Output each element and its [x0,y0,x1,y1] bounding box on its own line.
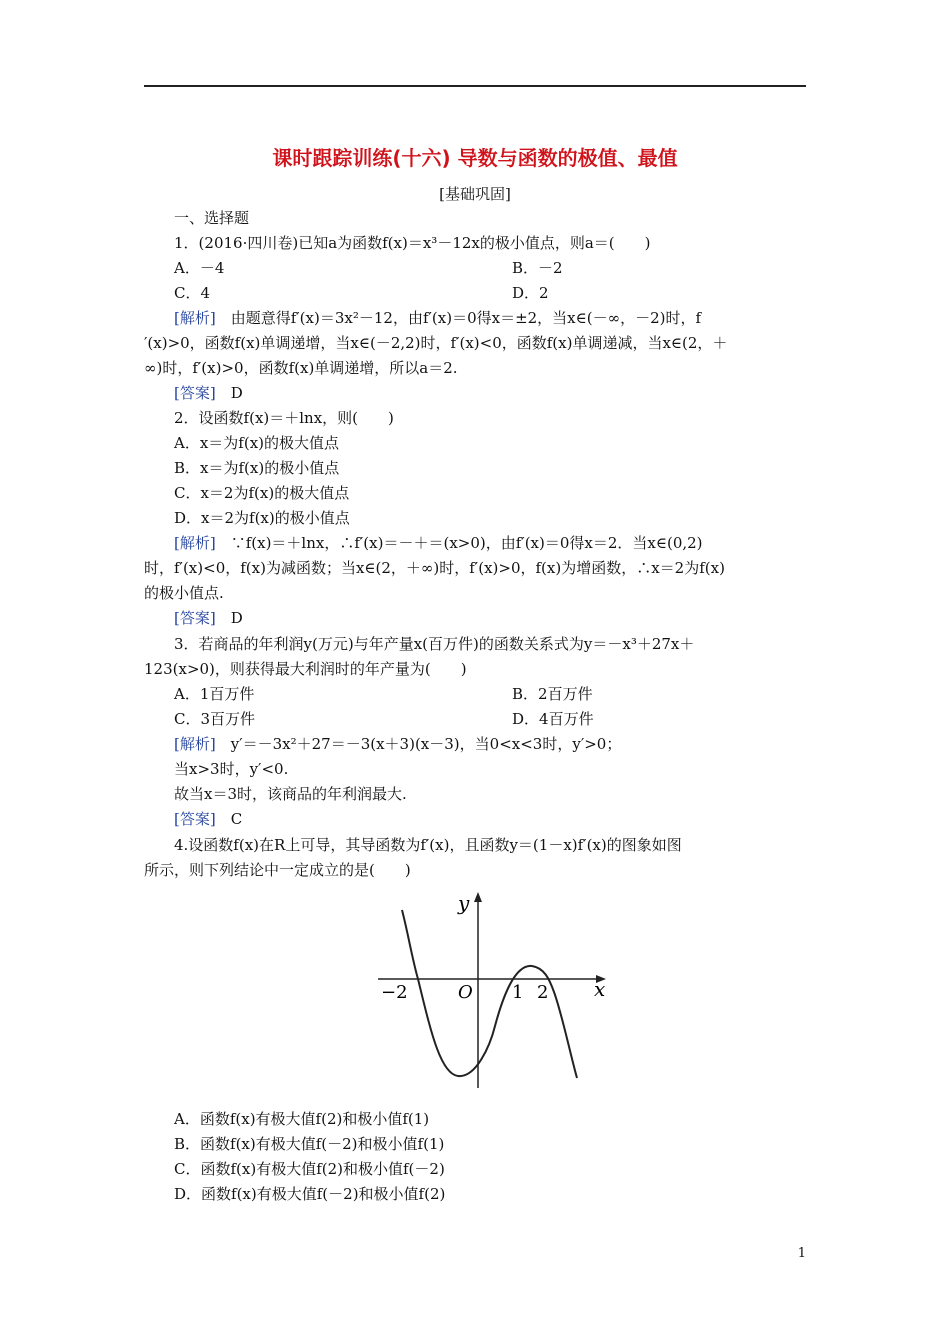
q2-option-d: D．x＝2为f(x)的极小值点 [174,509,350,527]
q2-answer: [答案] D [174,609,243,627]
header-rule [144,85,806,87]
q1-option-a: A．－4 [174,259,225,277]
x-axis-label: x [594,977,606,1001]
q1-stem: 1．(2016·四川卷)已知a为函数f(x)＝x³－12x的极小值点，则a＝( ) [174,234,651,252]
q3-option-b: B．2百万件 [512,685,593,703]
q2-option-a: A．x＝为f(x)的极大值点 [174,434,340,452]
q1-analysis-line-3: ∞)时，f′(x)>0，函数f(x)单调递增，所以a＝2. [144,359,458,377]
y-axis-label: y [458,891,470,915]
q1-analysis-line-1: [解析] 由题意得f′(x)＝3x²－12，由f′(x)＝0得x＝±2，当x∈(－∞，－2)时，f [174,309,702,327]
q1-analysis-line-2: ′(x)>0，函数f(x)单调递增，当x∈(－2,2)时，f′(x)<0，函数f(x)单调递减，当x∈(2，＋ [144,334,728,352]
answer-tag: [答案] [174,609,216,627]
tick-label-neg2: −2 [381,982,408,1003]
q4-stem-line-1: 4.设函数f(x)在R上可导，其导函数为f′(x)，且函数y＝(1－x)f′(x)的图象如图 [174,836,682,854]
answer-tag: [答案] [174,810,216,828]
q3-option-c: C．3百万件 [174,710,256,728]
q3-analysis-line-3: 故当x＝3时，该商品的年利润最大. [174,785,407,803]
origin-label: O [458,982,473,1003]
tick-label-2: 2 [537,982,549,1003]
q3-stem-line-1: 3．若商品的年利润y(万元)与年产量x(百万件)的函数关系式为y＝－x³＋27x＋ [174,635,695,653]
analysis-tag: [解析] [174,309,216,327]
function-curve [402,910,577,1078]
tick-label-1: 1 [512,982,524,1003]
q1-option-c: C．4 [174,284,211,302]
q3-option-d: D．4百万件 [512,710,594,728]
q3-analysis-line-1: [解析] y′＝－3x²＋27＝－3(x＋3)(x－3)，当0<x<3时，y′>0； [174,735,622,753]
q4-option-d: D．函数f(x)有极大值f(－2)和极小值f(2) [174,1185,446,1203]
section-subtitle: [基础巩固] [439,185,511,203]
analysis-tag: [解析] [174,534,216,552]
q2-option-b: B．x＝为f(x)的极小值点 [174,459,340,477]
analysis-tag: [解析] [174,735,216,753]
q1-answer: [答案] D [174,384,243,402]
q4-stem-line-2: 所示，则下列结论中一定成立的是( ) [144,861,411,879]
q2-analysis-line-3: 的极小值点. [144,584,224,602]
q3-analysis-line-2: 当x>3时，y′<0. [174,760,289,778]
y-axis-arrow [474,892,482,902]
function-graph [372,888,616,1094]
q2-analysis-line-1: [解析] ∵f(x)＝＋lnx，∴f′(x)＝－＋＝(x>0)，由f′(x)＝0得x＝2．当x∈(0,2) [174,534,703,552]
page-title: 课时跟踪训练(十六) 导数与函数的极值、最值 [272,146,678,170]
answer-tag: [答案] [174,384,216,402]
q2-option-c: C．x＝2为f(x)的极大值点 [174,484,350,502]
q3-option-a: A．1百万件 [174,685,255,703]
q1-option-d: D．2 [512,284,549,302]
q3-stem-line-2: 123(x>0)，则获得最大利润时的年产量为( ) [144,660,467,678]
q1-option-b: B．－2 [512,259,563,277]
q2-stem: 2．设函数f(x)＝＋lnx，则( ) [174,409,394,427]
section-heading: 一、选择题 [174,209,250,227]
page-number: 1 [797,1246,806,1261]
q2-analysis-line-2: 时，f′(x)<0，f(x)为减函数；当x∈(2，＋∞)时，f′(x)>0，f(x)为增函数，∴x＝2为f(x) [144,559,725,577]
q3-answer: [答案] C [174,810,243,828]
q4-option-c: C．函数f(x)有极大值f(2)和极小值f(－2) [174,1160,445,1178]
q4-option-a: A．函数f(x)有极大值f(2)和极小值f(1) [174,1110,430,1128]
q4-option-b: B．函数f(x)有极大值f(－2)和极小值f(1) [174,1135,445,1153]
